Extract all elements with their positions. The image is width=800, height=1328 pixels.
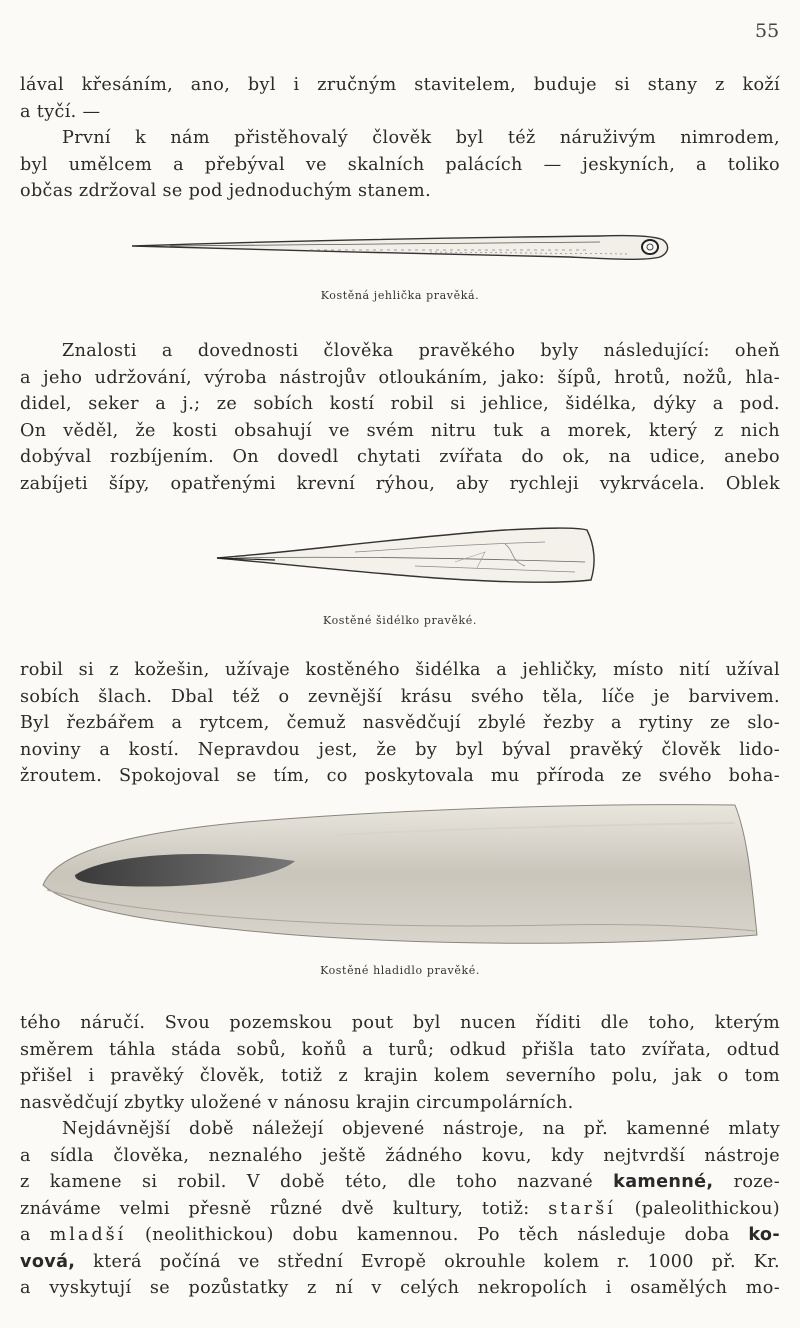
- text-line: On věděl, že kosti obsahují ve svém nitru tuk a morek, který z nich: [20, 420, 780, 441]
- paragraph-knowledge: [20, 338, 780, 497]
- paragraph-intro: [20, 72, 780, 205]
- bone-smoother-illustration: [35, 795, 770, 955]
- text-line: a tyčí. —: [20, 101, 101, 122]
- text-line: noviny a kostí. Nepravdou jest, že by byl býval pravěký člověk lido-: [20, 739, 780, 760]
- paragraph-clothing: [20, 657, 780, 790]
- text-line: tého náručí. Svou pozemskou pout byl nucen říditi dle toho, kterým: [20, 1013, 780, 1033]
- text-line: lával křesáním, ano, byl i zručným stavitelem, buduje si stany z koží: [20, 75, 780, 95]
- text-line: zabíjeti šípy, opatřenými krevní rýhou, aby rychleji vykrvácela. Oblek: [20, 473, 780, 494]
- text-span: (paleolithickou): [615, 1198, 781, 1219]
- text-line: První k nám přistěhovalý člověk byl též náruživým nimrodem,: [62, 128, 780, 148]
- bone-awl-illustration: [215, 522, 605, 588]
- emphasis-stone-age: kamenné,: [613, 1172, 714, 1192]
- text-line: robil si z kožešin, užívaje kostěného šidélka a jehličky, místo nití užíval: [20, 660, 780, 680]
- text-line: Nejdávnější době náležejí objevené nástroje, na př. kamenné mlaty: [62, 1119, 780, 1139]
- emphasis-metal-age: ko-: [748, 1225, 780, 1245]
- text-line: [20, 1196, 780, 1223]
- emphasis-metal-age-end: vová,: [20, 1251, 76, 1272]
- text-line: nasvědčují zbytky uložené v nánosu krajin circumpolárních.: [20, 1092, 574, 1113]
- text-span: (neolithickou) dobu kamennou. Po těch následuje doba: [126, 1225, 749, 1245]
- text-line: dobýval rozbíjením. On dovedl chytati zvířata do ok, na udice, anebo: [20, 447, 780, 467]
- bone-needle-illustration: [130, 228, 675, 268]
- text-span: roze-: [713, 1172, 780, 1192]
- text-line: [20, 1169, 780, 1196]
- text-span: a: [20, 1225, 50, 1245]
- figure-caption-smoother: Kostěné hladidlo pravěké.: [320, 964, 480, 977]
- text-line: a jeho udržování, výroba nástrojův otloukáním, jako: šípů, hrotů, nožů, hla-: [20, 367, 780, 388]
- paragraph-migration: [20, 1010, 780, 1302]
- text-line: [20, 1249, 780, 1276]
- text-line: žroutem. Spokojoval se tím, co poskytovala mu příroda ze svého boha-: [20, 766, 780, 786]
- text-line: byl umělcem a přebýval ve skalních palácích — jeskyních, a toliko: [20, 154, 780, 175]
- text-line: směrem táhla stáda sobů, koňů a turů; odkud přišla tato zvířata, odtud: [20, 1039, 780, 1060]
- text-line: didel, seker a j.; ze sobích kostí robil si jehlice, šidélka, dýky a pod.: [20, 394, 780, 414]
- text-line: sobích šlach. Dbal též o zevnější krásu svého těla, líče je barvivem.: [20, 686, 780, 707]
- text-line: Byl řezbářem a rytcem, čemuž nasvědčují zbylé řezby a rytiny ze slo-: [20, 713, 780, 733]
- text-line: a vyskytují se pozůstatky z ní v celých nekropolích i osamělých mo-: [20, 1278, 780, 1298]
- figure-caption-awl: Kostěné šidélko pravěké.: [323, 614, 477, 627]
- text-span: znáváme velmi přesně různé dvě kultury, totiž:: [20, 1198, 549, 1219]
- figure-caption-needle: Kostěná jehlička pravěká.: [320, 289, 480, 302]
- page-number: 55: [755, 20, 780, 42]
- text-line: [20, 1222, 780, 1249]
- text-line: občas zdržoval se pod jednoduchým stanem.: [20, 181, 432, 201]
- text-line: a sídla člověka, neznalého ještě žádného kovu, kdy nejtvrdší nástroje: [20, 1145, 780, 1166]
- text-span: která počíná ve střední Evropě okrouhle kolem r. 1000 př. Kr.: [75, 1251, 780, 1272]
- emphasis-younger: mladší: [49, 1225, 127, 1245]
- text-line: přišel i pravěký člověk, totiž z krajin kolem severního polu, jak o tom: [20, 1066, 780, 1086]
- text-span: z kamene si robil. V době této, dle toho nazvané: [20, 1172, 614, 1192]
- emphasis-older: starší: [548, 1198, 616, 1219]
- text-line: Znalosti a dovednosti člověka pravěkého byly následující: oheň: [62, 341, 780, 361]
